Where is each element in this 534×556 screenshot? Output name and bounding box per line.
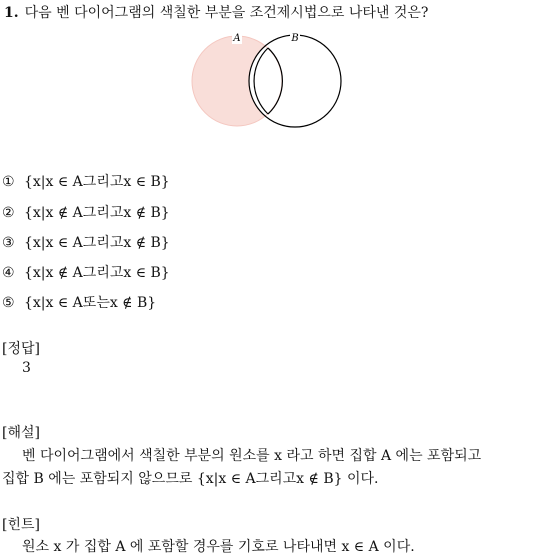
choice-5-text: {x|x ∈ A또는x ∉ B} — [24, 295, 157, 311]
set-a-label: A — [233, 33, 241, 44]
question — [4, 2, 428, 22]
choice-2[interactable] — [2, 202, 170, 222]
choice-2-mark: ② — [2, 205, 15, 221]
choice-4-text: {x|x ∉ A그리고x ∈ B} — [24, 265, 170, 281]
answer-value: 3 — [22, 360, 31, 376]
explanation-line-2: 집합 B 에는 포함되지 않으므로 {x|x ∈ A그리고x ∉ B} 이다. — [2, 471, 379, 487]
choice-3-text: {x|x ∈ A그리고x ∉ B} — [24, 235, 170, 251]
choice-1[interactable] — [2, 171, 170, 191]
explanation-line-1: 벤 다이어그램에서 색칠한 부분의 원소를 x 라고 하면 집합 A 에는 포함되고 — [22, 448, 482, 464]
choice-5[interactable] — [2, 292, 156, 312]
choice-3[interactable] — [2, 232, 170, 252]
hint-text: 원소 x 가 집합 A 에 포함할 경우를 기호로 나타내면 x ∈ A 이다. — [22, 539, 415, 555]
choice-4[interactable] — [2, 262, 170, 282]
venn-diagram — [190, 30, 350, 130]
choice-5-mark: ⑤ — [2, 295, 15, 311]
choice-1-text: {x|x ∈ A그리고x ∈ B} — [24, 174, 170, 190]
hint-heading: [힌트] — [2, 517, 40, 533]
set-b-label: B — [291, 33, 299, 44]
question-text: 다음 벤 다이어그램의 색칠한 부분을 조건제시법으로 나타낸 것은? — [24, 5, 429, 21]
answer-heading: [정답] — [2, 341, 40, 357]
choice-1-mark: ① — [2, 174, 15, 190]
choice-3-mark: ③ — [2, 235, 15, 251]
explanation-heading: [해설] — [2, 425, 40, 441]
choice-4-mark: ④ — [2, 265, 15, 281]
question-number: 1. — [4, 5, 19, 21]
choice-2-text: {x|x ∉ A그리고x ∉ B} — [24, 205, 170, 221]
